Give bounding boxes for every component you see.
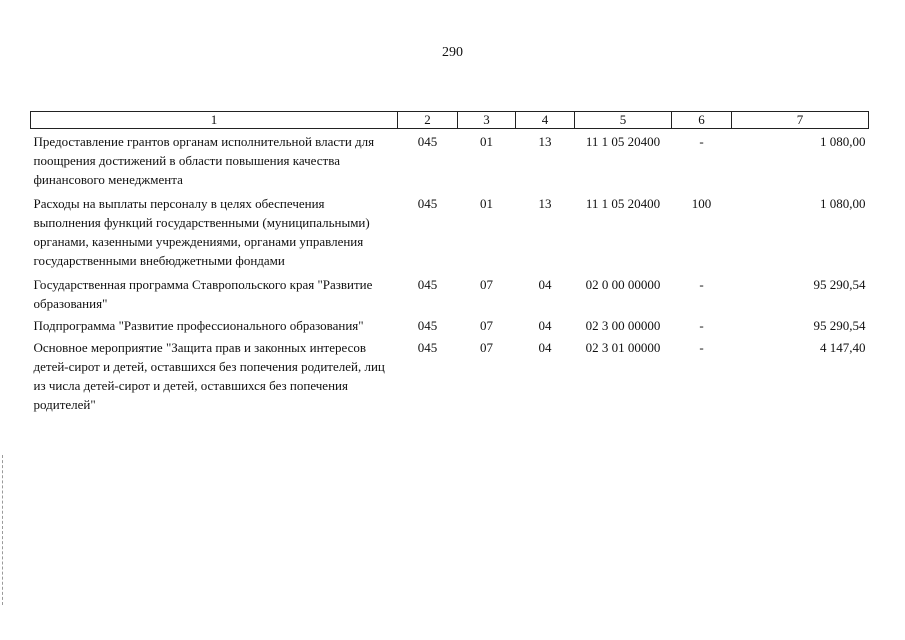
row-target-article: 11 1 05 20400 (585, 134, 661, 149)
row-subsection: 13 (538, 196, 552, 211)
row-ministry: 045 (417, 340, 438, 355)
row-name: Подпрограмма "Развитие профессионального образования" (33, 318, 364, 333)
row-subsection: 13 (538, 134, 552, 149)
table-row (31, 129, 869, 190)
row-section: 07 (480, 318, 493, 333)
row-amount: 95 290,54 (813, 277, 866, 292)
row-name: Основное мероприятие "Защита прав и законных интересов детей-сирот и детей, оставшихся без попечения родителей, лиц из числа детей-сирот и детей, оставшихся без попечения родителей" (33, 340, 385, 412)
row-section: 01 (480, 196, 493, 211)
row-subsection: 04 (538, 340, 552, 355)
header-col-2: 2 (398, 112, 458, 129)
header-col-6: 6 (672, 112, 732, 129)
header-col-5: 5 (575, 112, 672, 129)
row-amount: 1 080,00 (820, 134, 866, 149)
table-row (31, 189, 869, 270)
page-number: 290 (442, 45, 463, 60)
row-name: Государственная программа Ставропольского края "Развитие образования" (33, 277, 373, 311)
row-expense-type: - (699, 340, 704, 355)
header-col-7: 7 (732, 112, 869, 129)
row-ministry: 045 (417, 318, 438, 333)
row-expense-type: - (699, 277, 704, 292)
margin-scan-mark (2, 455, 4, 605)
row-amount: 95 290,54 (813, 318, 866, 333)
row-subsection: 04 (538, 277, 552, 292)
header-col-1: 1 (31, 112, 398, 129)
row-target-article: 02 3 00 00000 (585, 318, 661, 333)
row-ministry: 045 (417, 277, 438, 292)
budget-table (30, 111, 869, 414)
row-subsection: 04 (538, 318, 552, 333)
row-name: Предоставление грантов органам исполнительной власти для поощрения достижений в области повышения качества финансового менеджмента (33, 134, 375, 187)
table-row (31, 335, 869, 414)
row-ministry: 045 (417, 134, 438, 149)
row-section: 07 (480, 277, 493, 292)
header-col-3: 3 (458, 112, 516, 129)
row-target-article: 02 0 00 00000 (585, 277, 661, 292)
row-expense-type: - (699, 318, 704, 333)
row-ministry: 045 (417, 196, 438, 211)
row-target-article: 11 1 05 20400 (585, 196, 661, 211)
header-col-4: 4 (516, 112, 575, 129)
row-target-article: 02 3 01 00000 (585, 340, 661, 355)
table-row (31, 270, 869, 313)
row-section: 01 (480, 134, 493, 149)
row-amount: 1 080,00 (820, 196, 866, 211)
row-section: 07 (480, 340, 493, 355)
row-expense-type: - (699, 134, 704, 149)
table-row (31, 313, 869, 335)
row-amount: 4 147,40 (820, 340, 866, 355)
row-expense-type: 100 (691, 196, 712, 211)
table-header-row (31, 112, 869, 129)
row-name: Расходы на выплаты персоналу в целях обеспечения выполнения функций государственными (муниципальными) органами, казенными учреждениями, органами управления государственными внебюджетными фондами (33, 196, 370, 268)
